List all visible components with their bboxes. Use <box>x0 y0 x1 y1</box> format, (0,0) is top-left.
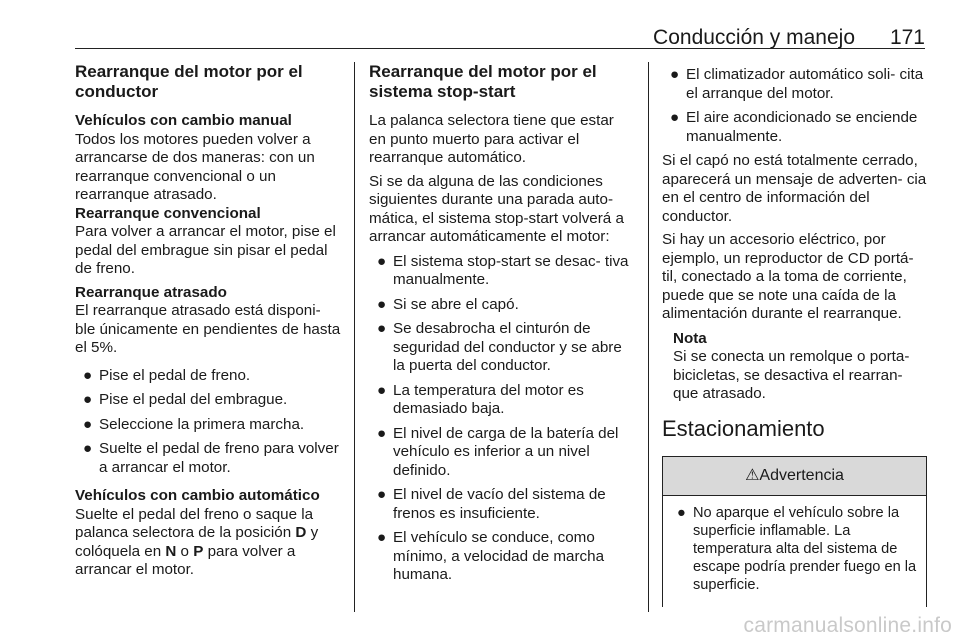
column-divider-1 <box>354 62 355 612</box>
list-item: ● El nivel de vacío del sistema de frenos es insuficiente. <box>377 486 606 522</box>
watermark: carmanualsonline.info <box>743 614 952 637</box>
section-heading: Rearranque del motor por el conductor <box>75 62 303 101</box>
bullet-icon: ● <box>377 381 387 399</box>
list-item: ● El vehículo se conduce, como mínimo, a velocidad de marcha humana. <box>377 529 605 583</box>
note-title: Nota <box>673 329 707 347</box>
gear-position-p: P <box>193 542 204 560</box>
list-item: ● No aparque el vehículo sobre la superficie inflamable. La temperatura alta del sistema de escape podría prender fuego en la superficie. <box>677 504 917 593</box>
paragraph: Si el capó no está totalmente cerrado, aparecerá un mensaje de adverten- cia en el centro de información del conductor. <box>662 152 927 225</box>
paragraph: El rearranque atrasado está disponi- ble únicamente en pendientes de hasta el 5%. <box>75 302 341 356</box>
subheading-conventional: Rearranque convencional <box>75 204 261 222</box>
bullet-icon: ● <box>377 424 387 442</box>
paragraph: Todos los motores pueden volver a arrancarse de dos maneras: con un rearranque convencional o un rearranque atrasado. <box>75 130 315 203</box>
bullet-icon: ● <box>83 391 93 408</box>
list-item: ● El nivel de carga de la batería del vehículo es inferior a un nivel definido. <box>377 424 619 479</box>
gear-position-d: D <box>295 524 307 541</box>
bullet-icon: ● <box>83 440 93 457</box>
list-item: ● Pise el pedal del embrague. <box>83 391 288 408</box>
section-heading: Rearranque del motor por el sistema stop-start <box>369 62 597 101</box>
paragraph: Suelte el pedal del freno o saque la palanca selectora de la posición D y colóquela en N o P para volver a arrancar el motor. <box>75 505 319 578</box>
bullet-icon: ● <box>83 415 93 433</box>
column-2 <box>369 62 633 591</box>
paragraph: Si hay un accesorio eléctrico, por ejemplo, un reproductor de CD portá- til, conectado a la toma de corriente, puede que se note una caída de la alimentación durante el rearranque. <box>662 231 914 322</box>
page-header <box>75 0 925 49</box>
warning-title: Advertencia <box>759 466 844 484</box>
subheading-delayed: Rearranque atrasado <box>75 283 227 301</box>
paragraph: La palanca selectora tiene que estar en punto muerto para activar el rearranque automático. <box>369 112 614 166</box>
note-box <box>662 330 927 404</box>
bullet-list <box>75 367 343 478</box>
subheading-automatic: Vehículos con cambio automático <box>75 487 320 504</box>
warning-header <box>663 457 926 496</box>
bullet-icon: ● <box>377 486 387 503</box>
list-item: ● Seleccione la primera marcha. <box>83 415 305 433</box>
list-item: ● Se desabrocha el cinturón de seguridad del conductor y se abre la puerta del conductor. <box>377 320 622 374</box>
bullet-icon: ● <box>377 252 387 270</box>
bullet-icon: ● <box>670 66 680 83</box>
header-rule <box>75 48 925 49</box>
parking-heading: Estacionamiento <box>662 415 825 441</box>
page-number: 171 <box>889 26 925 49</box>
list-item: ● Si se abre el capó. <box>377 295 519 313</box>
warning-body <box>663 496 926 594</box>
bullet-icon: ● <box>677 504 686 521</box>
bullet-icon: ● <box>377 320 387 337</box>
column-1 <box>75 62 343 580</box>
bullet-list <box>369 253 633 585</box>
list-item: ● La temperatura del motor es demasiado baja. <box>377 381 584 417</box>
warning-box <box>662 456 927 607</box>
bullet-list <box>669 504 920 594</box>
column-divider-2 <box>648 62 649 612</box>
bullet-icon: ● <box>377 295 387 313</box>
bullet-icon: ● <box>670 109 680 126</box>
subheading-manual: Vehículos con cambio manual <box>75 112 292 129</box>
gear-position-n: N <box>165 542 177 560</box>
bullet-icon: ● <box>377 529 387 546</box>
bullet-list <box>662 66 927 146</box>
section-title: Conducción y manejo <box>653 26 855 49</box>
paragraph: Para volver a arrancar el motor, pise el pedal del embrague sin pisar el pedal de freno. <box>75 223 336 277</box>
list-item: ● Pise el pedal de freno. <box>83 366 251 384</box>
list-item: ● El aire acondicionado se enciende manualmente. <box>670 109 918 145</box>
column-3 <box>662 62 927 607</box>
paragraph: Si se da alguna de las condiciones siguientes durante una parada auto- mática, el sistema stop-start volverá a arrancar automáticamente el motor: <box>369 172 624 245</box>
list-item: ● El sistema stop-start se desac- tiva manualmente. <box>377 252 629 288</box>
bullet-icon: ● <box>83 366 93 384</box>
note-text: Si se conecta un remolque o porta- bicicletas, se desactiva el rearran- que atrasado. <box>673 348 910 402</box>
warning-triangle-icon: ⚠ <box>745 466 760 484</box>
list-item: ● El climatizador automático soli- cita el arranque del motor. <box>670 66 924 102</box>
list-item: ● Suelte el pedal de freno para volver a arrancar el motor. <box>83 440 339 476</box>
